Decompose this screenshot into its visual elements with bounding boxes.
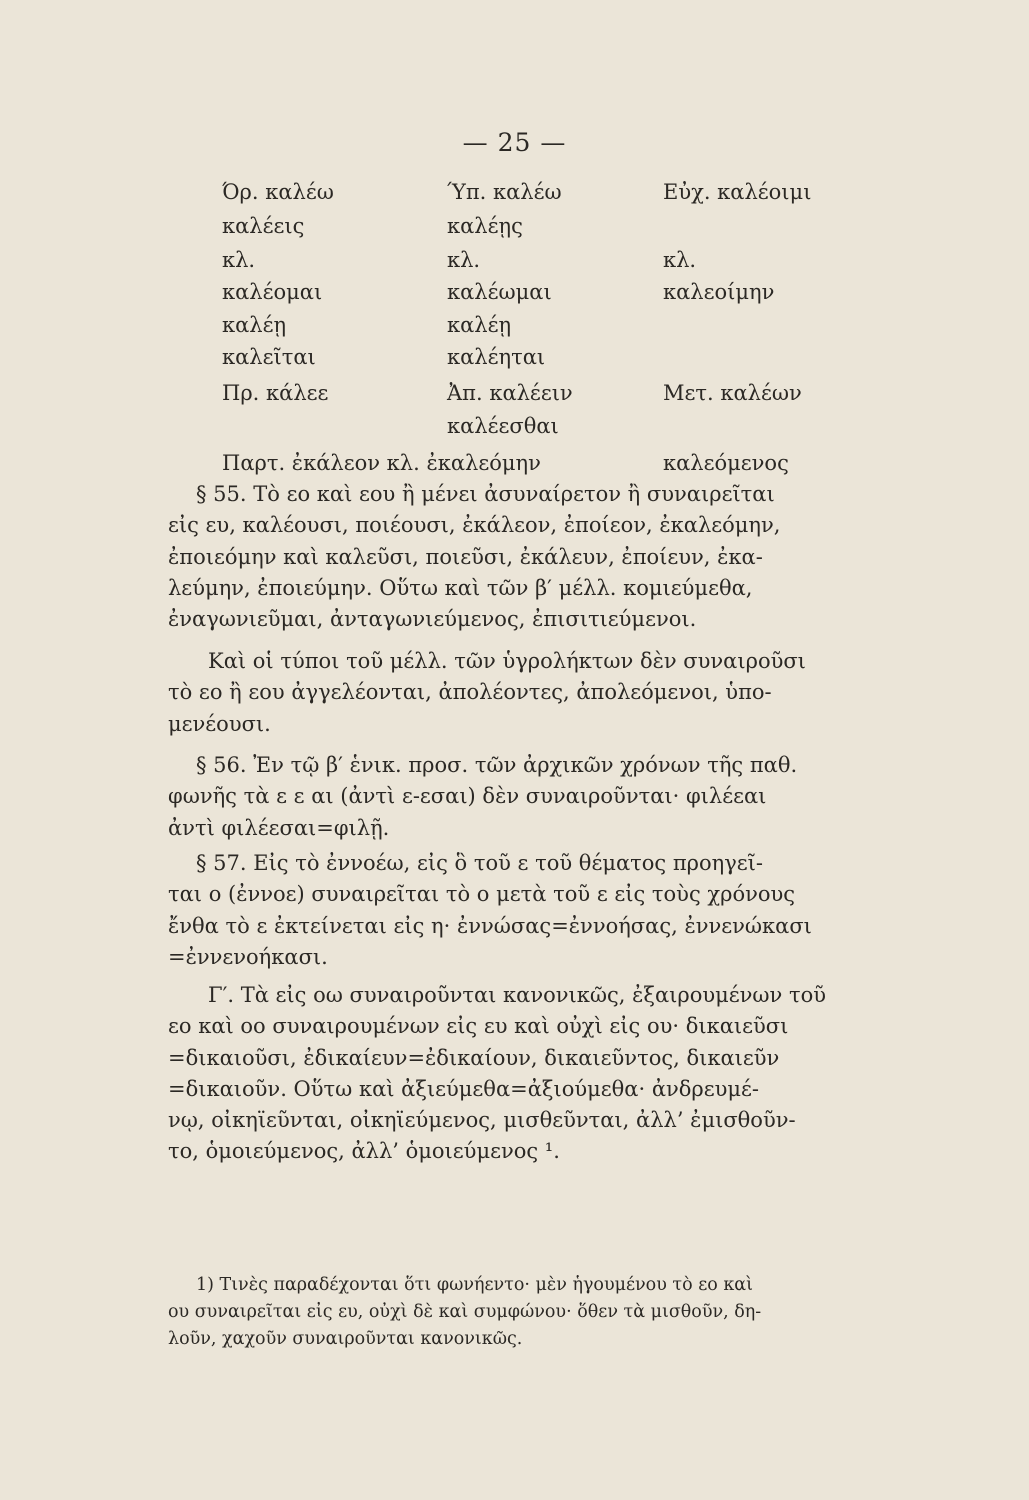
- paradigm-cell: καλεοίμην: [663, 280, 775, 304]
- paradigm-cell: καλέῃ: [222, 313, 287, 337]
- text-line: § 55. Τὸ εο καὶ εου ἢ μένει ἀσυναίρετον ἢ συναιρεῖται: [196, 482, 775, 506]
- text-line: Γ′. Τὰ εἰς οω συναιροῦνται κανονικῶς, ἐξαιρουμένων τοῦ: [208, 983, 827, 1007]
- text-line: τὸ εο ἢ εου ἀγγελέονται, ἀπολέοντες, ἀπολεόμενοι, ὑπο-: [168, 680, 772, 705]
- text-line: λεύμην, ἐποιεύμην. Οὕτω καὶ τῶν β′ μέλλ. κομιεύμεθα,: [168, 575, 753, 600]
- text-line: μενέουσι.: [168, 711, 271, 736]
- paradigm-cell: Ἀπ. καλέειν: [447, 381, 573, 405]
- paragraph-p56: [168, 750, 880, 844]
- text-line: =δικαιοῦσι, ἐδικαίευν=ἐδικαίουν, δικαιεῦντος, δικαιεῦν: [168, 1045, 780, 1070]
- text-line: § 57. Εἰς τὸ ἐννοέω, εἰς ὃ τοῦ ε τοῦ θέματος προηγεῖ-: [196, 851, 763, 875]
- text-line: εἰς ευ, καλέουσι, ποιέουσι, ἐκάλεον, ἐποίεον, ἐκαλεόμην,: [168, 513, 781, 538]
- text-line: Καὶ οἱ τύποι τοῦ μέλλ. τῶν ὑγρολήκτων δὲν συναιροῦσι: [208, 649, 806, 673]
- paradigm-cell: Παρτ. ἐκάλεον κλ. ἐκαλεόμην: [222, 451, 541, 475]
- paradigm-cell: καλέηται: [447, 345, 546, 369]
- footnote-line: 1) Τινὲς παραδέχονται ὅτι φωνήεντο· μὲν ἡγουμένου τὸ εο καὶ: [196, 1275, 753, 1295]
- paradigm-cell: Όρ. καλέω: [222, 180, 334, 204]
- text-line: το, ὁμοιεύμενος, ἀλλ’ ὁμοιεύμενος ¹.: [168, 1139, 560, 1164]
- page-number: — 25 —: [462, 128, 567, 157]
- paradigm-cell: καλέωμαι: [447, 280, 552, 304]
- paradigm-cell: καλεόμενος: [663, 451, 789, 475]
- paragraph-p55b: [168, 646, 880, 740]
- footnote-line: λοῦν, χαχοῦν συναιροῦνται κανονικῶς.: [168, 1329, 523, 1349]
- paragraph-p55: [168, 479, 880, 635]
- paradigm-cell: κλ.: [663, 248, 697, 272]
- paradigm-cell: καλέῃς: [447, 214, 523, 238]
- text-line: φωνῆς τὰ ε ε αι (ἀντὶ ε-εσαι) δὲν συναιροῦνται· φιλέεαι: [168, 784, 767, 809]
- text-line: ἔνθα τὸ ε ἐκτείνεται εἰς η· ἐννώσας=ἐννοήσας, ἐννενώκασι: [168, 913, 812, 938]
- text-line: ἐποιεόμην καὶ καλεῦσι, ποιεῦσι, ἐκάλευν, ἐποίευν, ἐκα-: [168, 544, 763, 569]
- footnote: [168, 1272, 880, 1353]
- paradigm-cell: καλέεις: [222, 214, 305, 238]
- paradigm-cell: κλ.: [222, 248, 256, 272]
- paradigm-cell: καλέῃ: [447, 313, 512, 337]
- paradigm-cell: καλέομαι: [222, 280, 323, 304]
- footnote-line: ου συναιρεῖται εἰς ευ, οὐχὶ δὲ καὶ συμφώνου· ὅθεν τὰ μισθοῦν, δη-: [168, 1302, 762, 1322]
- paradigm-cell: Πρ. κάλεε: [222, 381, 329, 405]
- paradigm-cell: κλ.: [447, 248, 481, 272]
- text-line: =ἐννενοήκασι.: [168, 944, 328, 969]
- paradigm-cell: Εὐχ. καλέοιμι: [663, 180, 812, 204]
- paradigm-cell: Μετ. καλέων: [663, 381, 802, 405]
- text-line: =δικαιοῦν. Οὕτω καὶ ἀξιεύμεθα=ἀξιούμεθα· ἀνδρευμέ-: [168, 1076, 760, 1101]
- paradigm-cell: καλέεσθαι: [447, 414, 559, 438]
- text-line: § 56. Ἐν τῷ β′ ἑνικ. προσ. τῶν ἀρχικῶν χρόνων τῆς παθ.: [196, 753, 798, 777]
- paradigm-cell: Ύπ. καλέω: [447, 180, 562, 204]
- paragraph-pG: [168, 980, 880, 1168]
- paradigm-cell: καλεῖται: [222, 345, 316, 369]
- text-line: ται ο (ἐννοε) συναιρεῖται τὸ ο μετὰ τοῦ ε εἰς τοὺς χρόνους: [168, 882, 796, 907]
- text-line: ἀντὶ φιλέεσαι=φιλῇ.: [168, 815, 390, 840]
- text-line: εο καὶ οο συναιρουμένων εἰς ευ καὶ οὐχὶ εἰς ου· δικαιεῦσι: [168, 1014, 789, 1039]
- paragraph-p57: [168, 848, 880, 973]
- text-line: ἐναγωνιεῦμαι, ἀνταγωνιεύμενος, ἐπισιτιεύμενοι.: [168, 607, 697, 632]
- text-line: νῳ, οἰκηϊεῦνται, οἰκηϊεύμενος, μισθεῦνται, ἀλλ’ ἐμισθοῦν-: [168, 1108, 796, 1133]
